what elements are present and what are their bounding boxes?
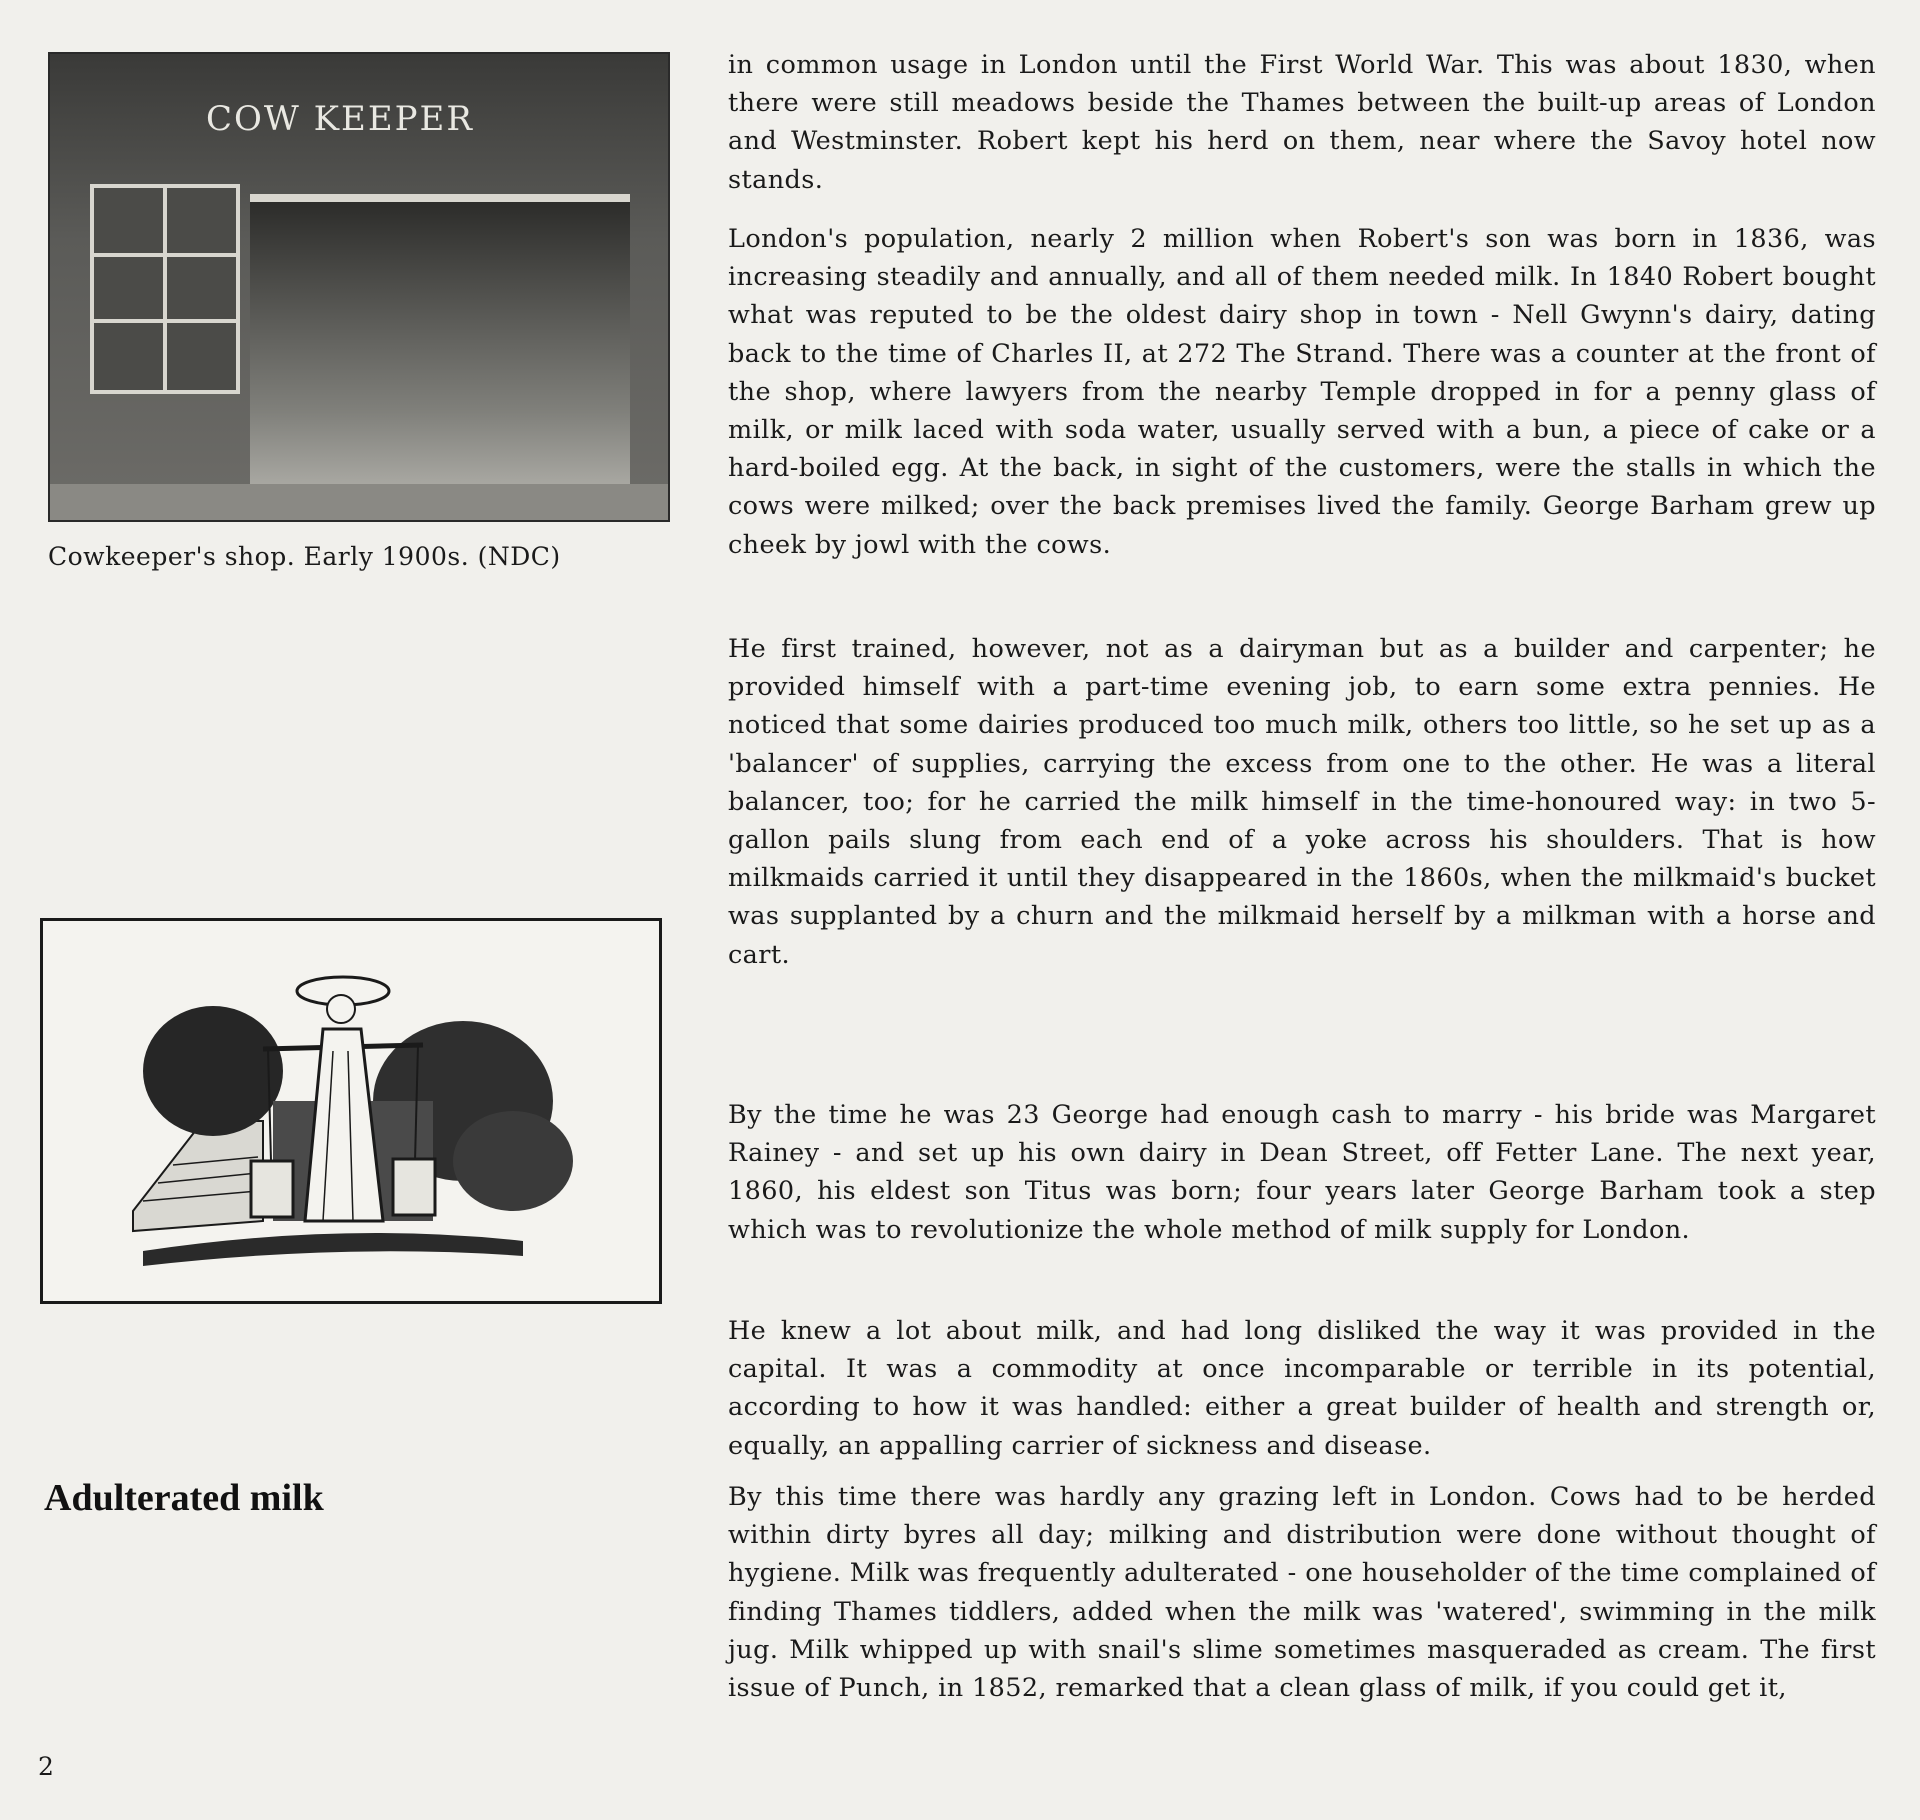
paragraph-text: By the time he was 23 George had enough cash to marry - his bride was Margaret Rainey - and set up his own dairy in Dean Street, off Fetter Lane. The next year, 1860, his eldest son Titus was born; four years later George Barham took a step which was to revolutionize the whole method of milk supply for London.	[728, 1100, 1876, 1245]
paragraph-text: By this time there was hardly any grazing left in London. Cows had to be herded within dirty byres all day; milking and distribution were done without thought of hygiene. Milk was frequently adulterated - one householder of the time complained of finding Thames tiddlers, added when the milk was 'watered', swimming in the milk jug. Milk whipped up with snail's slime sometimes masqueraded as cream. The first issue of Punch, in 1852, remarked that a clean glass of milk, if you could get it,	[728, 1482, 1876, 1704]
paragraph-text: London's population, nearly 2 million when Robert's son was born in 1836, was increasing steadily and annually, and all of them needed milk. In 1840 Robert bought what was reputed to be the oldest dairy shop in town - Nell Gwynn's dairy, dating back to the time of Charles II, at 272 The Strand. There was a counter at the front of the shop, where lawyers from the nearby Temple dropped in for a penny glass of milk, or milk laced with soda water, usually served with a bun, a piece of cake or a hard-boiled egg. At the back, in sight of the customers, were the stalls in which the cows were milked; over the back premises lived the family. George Barham grew up cheek by jowl with the cows.	[728, 224, 1876, 560]
photo-caption: Cowkeeper's shop. Early 1900s. (NDC)	[48, 542, 561, 571]
milkmaid-dress	[305, 1029, 383, 1221]
page-number: 2	[38, 1752, 54, 1781]
shop-sign: COW KEEPER	[206, 99, 474, 139]
ground-shape	[143, 1233, 523, 1266]
paragraph-6	[728, 1478, 1876, 1707]
pail-right	[393, 1159, 435, 1215]
shop-window	[90, 184, 240, 394]
milkmaid-engraving	[40, 918, 662, 1304]
paragraph-text: He knew a lot about milk, and had long disliked the way it was provided in the capital. It was a commodity at once incomparable or terrible in its potential, according to how it was handled: either a great builder of health and strength or, equally, an appalling carrier of sickness and disease.	[728, 1316, 1876, 1461]
paragraph-text: He first trained, however, not as a dairyman but as a builder and carpenter; he provided himself with a part-time evening job, to earn some extra pennies. He noticed that some dairies produced too much milk, others too little, so he set up as a 'balancer' of supplies, carrying the excess from one to the other. He was a literal balancer, too; for he carried the milk himself in the time-honoured way: in two 5-gallon pails slung from each end of a yoke across his shoulders. That is how milkmaids carried it until they disappeared in the 1860s, when the milkmaid's bucket was supplanted by a churn and the milkmaid herself by a milkman with a horse and cart.	[728, 634, 1876, 970]
paragraph-3	[728, 630, 1876, 974]
cowkeeper-shop-photo	[48, 52, 670, 522]
shop-sill	[50, 484, 668, 520]
paragraph-2	[728, 220, 1876, 564]
bush-right	[453, 1111, 573, 1211]
section-title: Adulterated milk	[44, 1477, 324, 1519]
pail-left	[251, 1161, 293, 1217]
paragraph-1	[728, 46, 1876, 199]
paragraph-4	[728, 1096, 1876, 1249]
tree-left	[143, 1006, 283, 1136]
milkmaid-head	[327, 995, 355, 1023]
paragraph-5	[728, 1312, 1876, 1465]
milkmaid-illustration	[43, 921, 659, 1301]
shed-wall	[133, 1121, 263, 1231]
shop-interior	[250, 194, 630, 502]
paragraph-text: in common usage in London until the First World War. This was about 1830, when there were still meadows beside the Thames between the built-up areas of London and Westminster. Robert kept his herd on them, near where the Savoy hotel now stands.	[728, 50, 1876, 195]
